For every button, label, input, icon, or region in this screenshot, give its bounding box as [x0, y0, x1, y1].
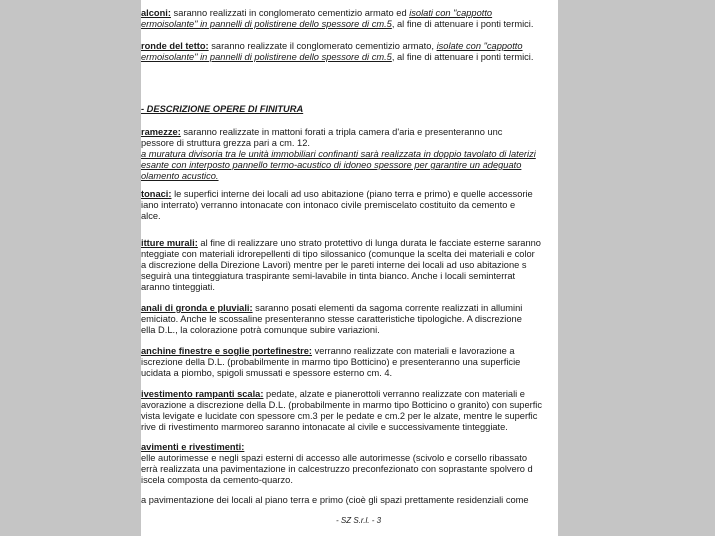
item-heading: ivestimento rampanti scala:	[141, 389, 264, 399]
text-line: iscrezione della D.L. (probabilmente in marmo tipo Botticino) e presenteranno una superficie	[141, 357, 521, 367]
line-text: saranno posati elementi da sagoma corrente realizzati in allumini	[252, 303, 523, 313]
text-line: pessore di struttura grezza pari a cm. 12.	[141, 138, 310, 148]
section-title: - DESCRIZIONE OPERE DI FINITURA	[141, 104, 304, 114]
text-line: rive di rivestimento marmoreo saranno intonacate al civile e successivamente tinteggiate.	[141, 422, 508, 432]
line-text: al fine di realizzare uno strato protettivo di lunga durata le facciate esterne saranno	[197, 238, 541, 248]
text-line: esante con interposto pannello termo-acustico di idoneo spessore per garantire un adeguato	[141, 160, 522, 170]
text-line	[141, 41, 523, 52]
text-line	[141, 52, 533, 63]
left-background	[0, 0, 155, 536]
text-line: elle autorimesse e negli spazi esterni di accesso alle autorimesse (scivolo e corsello ribassato	[141, 453, 528, 463]
text-line: a pavimentazione dei locali al piano terra e primo (cioè gli spazi prettamente residenziali come	[141, 495, 529, 505]
line-text: , al fine di attenuare i ponti termici.	[391, 19, 534, 29]
text-line	[141, 8, 492, 19]
text-line: olamento acustico.	[141, 171, 219, 181]
text-line: ucidata a piombo, spigoli smussati e spessore esterno cm. 4.	[141, 368, 393, 378]
text-line	[141, 189, 533, 200]
text-line: iano interrato) verranno intonacate con intonaco civile premiscelato costituito da cemento e	[141, 200, 516, 210]
text-line: emiciato. Anche le scossaline presenteranno stesse caratteristiche tipologiche. A discrezione	[141, 314, 522, 324]
document-page	[141, 0, 558, 536]
text-line	[141, 303, 522, 314]
item-heading: ramezze:	[141, 127, 181, 137]
text-line: a muratura divisoria tra le unità immobiliari confinanti sarà realizzata in doppio tavolato di laterizi	[141, 149, 536, 159]
text-line: avorazione a discrezione della D.L. (probabilmente in marmo tipo Botticino o granito) con superfic	[141, 400, 543, 410]
page-footer: - SZ S.r.l. - 3	[336, 516, 382, 525]
line-italic: isolate con "cappotto	[436, 41, 523, 51]
item-heading: tonaci:	[141, 189, 172, 199]
right-background	[558, 0, 715, 536]
line-italic: isolati con "cappotto	[409, 8, 493, 18]
text-line	[141, 19, 533, 30]
item-heading: itture murali:	[141, 238, 198, 248]
item-heading: anchine finestre e soglie portefinestre:	[141, 346, 313, 356]
item-heading: alconi:	[141, 8, 171, 18]
line-text: saranno realizzati in conglomerato cementizio armato ed	[170, 8, 410, 18]
line-text: pedate, alzate e pianerottoli verranno realizzate con materiali e	[263, 389, 525, 399]
item-heading: ronde del tetto:	[141, 41, 209, 51]
text-line	[141, 389, 525, 400]
text-line: iscela composta da cemento-quarzo.	[141, 475, 293, 485]
text-line: errà realizzata una pavimentazione in calcestruzzo preconfezionato con soprastante spolvero d	[141, 464, 533, 474]
line-text: le superfici interne dei locali ad uso abitazione (piano terra e primo) e quelle accessorie	[171, 189, 533, 199]
text-line	[141, 346, 515, 357]
line-text: saranno realizzate il conglomerato cementizio armato,	[208, 41, 437, 51]
line-italic: ermoisolante" in pannelli di polistirene dello spessore di cm.5	[141, 19, 392, 29]
text-line	[141, 238, 541, 249]
line-text: , al fine di attenuare i ponti termici.	[391, 52, 534, 62]
text-line: vista levigate e lucidate con spessore cm.3 per le pedate e cm.2 per le alzate, mentre le superfic	[141, 411, 538, 421]
text-line: a discrezione della Direzione Lavori) mentre per le pareti interne dei locali ad uso abitazione s	[141, 260, 527, 270]
line-text: saranno realizzate in mattoni forati a tripla camera d'aria e presenteranno unc	[180, 127, 503, 137]
text-line: nteggiate con materiali idrorepellenti di tipo silossanico (comunque la scelta dei materiali e color	[141, 249, 535, 259]
text-line	[141, 127, 502, 138]
text-line: ella D.L., la colorazione potrà comunque subire variazioni.	[141, 325, 380, 335]
item-heading: anali di gronda e pluviali:	[141, 303, 253, 313]
text-line: aranno tinteggiati.	[141, 282, 215, 292]
text-line: seguirà una tinteggiatura traspirante semi-lavabile in tinta bianco. Anche i locali seminterrat	[141, 271, 516, 281]
line-text: verranno realizzate con materiali e lavorazione a	[312, 346, 515, 356]
text-line: alce.	[141, 211, 161, 221]
item-heading: avimenti e rivestimenti:	[141, 442, 245, 452]
line-italic: ermoisolante" in pannelli di polistirene dello spessore di cm.5	[141, 52, 392, 62]
